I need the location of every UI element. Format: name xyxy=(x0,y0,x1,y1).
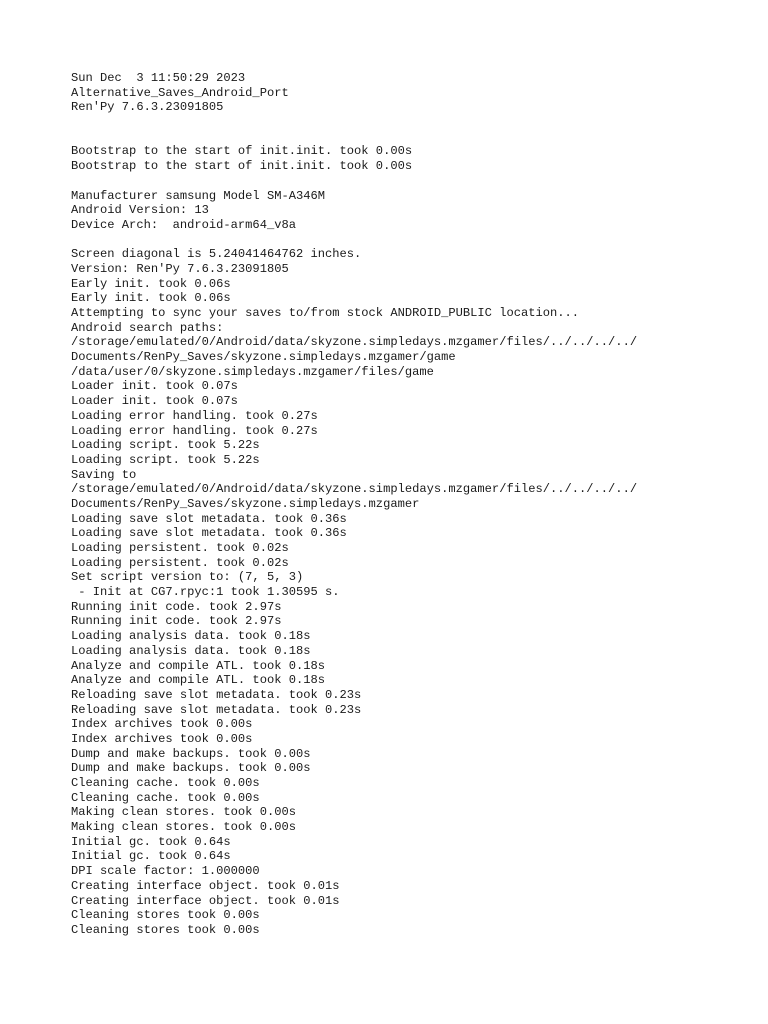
log-document xyxy=(71,71,751,938)
log-line: Attempting to sync your saves to/from stock ANDROID_PUBLIC location... xyxy=(71,306,580,321)
log-line: Loading error handling. took 0.27s xyxy=(71,423,318,438)
log-line: Loading analysis data. took 0.18s xyxy=(71,629,311,644)
log-device-model: Manufacturer samsung Model SM-A346M xyxy=(71,188,326,203)
log-line: Cleaning cache. took 0.00s xyxy=(71,790,260,805)
log-line: Cleaning cache. took 0.00s xyxy=(71,776,260,791)
log-line: Loading save slot metadata. took 0.36s xyxy=(71,511,347,526)
log-body xyxy=(71,247,751,937)
log-line: - Init at CG7.rpyc:1 took 1.30595 s. xyxy=(71,585,340,600)
log-line: Creating interface object. took 0.01s xyxy=(71,878,340,893)
log-line: Making clean stores. took 0.00s xyxy=(71,805,296,820)
log-renpy-version: Ren'Py 7.6.3.23091805 xyxy=(71,100,224,115)
log-line: Analyze and compile ATL. took 0.18s xyxy=(71,658,326,673)
log-line: Loading script. took 5.22s xyxy=(71,438,260,453)
log-line: Creating interface object. took 0.01s xyxy=(71,893,340,908)
log-device-section xyxy=(71,189,751,233)
log-line: Loading analysis data. took 0.18s xyxy=(71,643,311,658)
log-line: Running init code. took 2.97s xyxy=(71,614,282,629)
log-line: DPI scale factor: 1.000000 xyxy=(71,864,260,879)
log-line: /storage/emulated/0/Android/data/skyzone.simpledays.mzgamer/files/../../../../ xyxy=(71,482,638,497)
log-line: Version: Ren'Py 7.6.3.23091805 xyxy=(71,261,289,276)
spacer xyxy=(71,233,751,248)
log-line: Early init. took 0.06s xyxy=(71,276,231,291)
log-line: Cleaning stores took 0.00s xyxy=(71,922,260,937)
log-line: Index archives took 0.00s xyxy=(71,731,253,746)
log-line: Loader init. took 0.07s xyxy=(71,379,238,394)
log-line: Dump and make backups. took 0.00s xyxy=(71,761,311,776)
log-line: Making clean stores. took 0.00s xyxy=(71,820,296,835)
log-line: Bootstrap to the start of init.init. took 0.00s xyxy=(71,144,413,159)
log-game-name: Alternative_Saves_Android_Port xyxy=(71,85,289,100)
log-header xyxy=(71,71,751,115)
log-line: Loading script. took 5.22s xyxy=(71,452,260,467)
log-line: Loading error handling. took 0.27s xyxy=(71,408,318,423)
log-line: Set script version to: (7, 5, 3) xyxy=(71,570,304,585)
log-line: Documents/RenPy_Saves/skyzone.simpledays.mzgamer xyxy=(71,496,420,511)
log-line: Reloading save slot metadata. took 0.23s xyxy=(71,702,362,717)
log-line: Early init. took 0.06s xyxy=(71,291,231,306)
log-line: Loading save slot metadata. took 0.36s xyxy=(71,526,347,541)
log-line: Android search paths: xyxy=(71,320,224,335)
log-line: Loading persistent. took 0.02s xyxy=(71,555,289,570)
log-line: Bootstrap to the start of init.init. took 0.00s xyxy=(71,159,413,174)
log-android-version: Android Version: 13 xyxy=(71,203,209,218)
spacer xyxy=(71,115,751,144)
log-line: Loading persistent. took 0.02s xyxy=(71,541,289,556)
log-line: /storage/emulated/0/Android/data/skyzone.simpledays.mzgamer/files/../../../../ xyxy=(71,335,638,350)
log-line: Initial gc. took 0.64s xyxy=(71,834,231,849)
log-line: Documents/RenPy_Saves/skyzone.simpledays.mzgamer/game xyxy=(71,350,456,365)
log-line: Dump and make backups. took 0.00s xyxy=(71,746,311,761)
log-line: Running init code. took 2.97s xyxy=(71,599,282,614)
log-line: Initial gc. took 0.64s xyxy=(71,849,231,864)
log-device-arch: Device Arch: android-arm64_v8a xyxy=(71,217,296,232)
log-line: Loader init. took 0.07s xyxy=(71,394,238,409)
log-line: Reloading save slot metadata. took 0.23s xyxy=(71,687,362,702)
log-line: Saving to xyxy=(71,467,137,482)
log-line: /data/user/0/skyzone.simpledays.mzgamer/files/game xyxy=(71,364,434,379)
spacer xyxy=(71,174,751,189)
log-line: Analyze and compile ATL. took 0.18s xyxy=(71,673,326,688)
log-bootstrap-section xyxy=(71,144,751,173)
log-line: Screen diagonal is 5.24041464762 inches. xyxy=(71,247,362,262)
log-line: Index archives took 0.00s xyxy=(71,717,253,732)
log-timestamp: Sun Dec 3 11:50:29 2023 xyxy=(71,71,246,85)
log-line: Cleaning stores took 0.00s xyxy=(71,908,260,923)
